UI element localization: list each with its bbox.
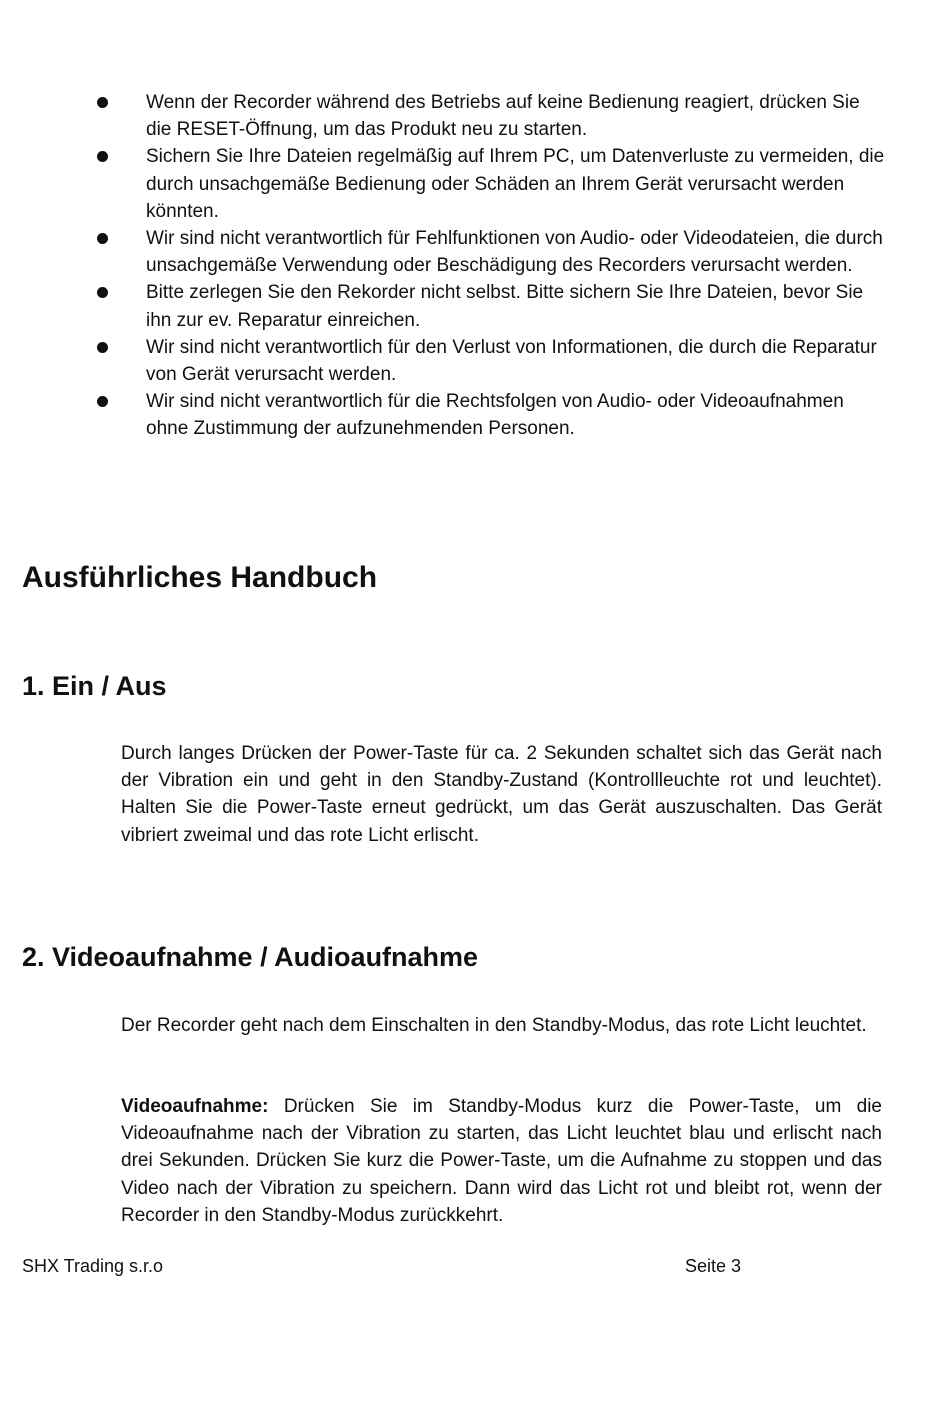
bullet-text: Wenn der Recorder während des Betriebs auf keine Bedienung reagiert, drücken Sie die RESET-Öffnung, um das Produkt neu zu starten.: [146, 92, 860, 141]
list-item: [0, 143, 886, 225]
list-item: [0, 89, 886, 143]
bullet-list: [0, 89, 950, 443]
section-1-text: Durch langes Drücken der Power-Taste für ca. 2 Sekunden schaltet sich das Gerät nach der Vibration ein und geht in den Standby-Zustand (Kontrollleuchte rot und leuchtet). Halten Sie die Power-Taste erneut gedrückt, um das Gerät auszuschalten. Das Gerät vibriert zweimal und das rote Licht erlischt.: [121, 743, 882, 846]
footer-company: SHX Trading s.r.o: [22, 1256, 164, 1276]
section-2-heading: 2. Videoaufnahme / Audioaufnahme: [22, 942, 479, 972]
list-item: [0, 334, 886, 388]
section-2-intro: Der Recorder geht nach dem Einschalten in den Standby-Modus, das rote Licht leuchtet.: [121, 1015, 867, 1036]
section-1-heading: 1. Ein / Aus: [22, 671, 167, 701]
video-recording-label: Videoaufnahme:: [121, 1096, 269, 1117]
bullet-dot-icon: [97, 97, 108, 108]
list-item: [0, 225, 886, 279]
list-item: [0, 388, 886, 442]
footer-page-number: Seite 3: [685, 1256, 742, 1276]
bullet-text: Wir sind nicht verantwortlich für die Rechtsfolgen von Audio- oder Videoaufnahmen ohne Zustimmung der aufzunehmenden Personen.: [146, 391, 844, 440]
bullet-dot-icon: [97, 233, 108, 244]
bullet-text: Bitte zerlegen Sie den Rekorder nicht selbst. Bitte sichern Sie Ihre Dateien, bevor Sie ihn zur ev. Reparatur einreichen.: [146, 282, 864, 331]
bullet-dot-icon: [97, 287, 108, 298]
bullet-dot-icon: [97, 342, 108, 353]
list-item: [0, 279, 886, 333]
bullet-dot-icon: [97, 151, 108, 162]
video-recording-paragraph: [121, 1093, 882, 1229]
bullet-dot-icon: [97, 396, 108, 407]
bullet-text: Wir sind nicht verantwortlich für Fehlfunktionen von Audio- oder Videodateien, die durch unsachgemäße Verwendung oder Beschädigung des Recorders verursacht werden.: [146, 228, 883, 277]
page-title: Ausführliches Handbuch: [22, 561, 378, 594]
bullet-text: Sichern Sie Ihre Dateien regelmäßig auf Ihrem PC, um Datenverluste zu vermeiden, die durch unsachgemäße Bedienung oder Schäden an Ihrem Gerät verursacht werden könnten.: [146, 146, 885, 222]
bullet-text: Wir sind nicht verantwortlich für den Verlust von Informationen, die durch die Reparatur von Gerät verursacht werden.: [146, 336, 877, 386]
video-recording-text: Drücken Sie im Standby-Modus kurz die Power-Taste, um die Videoaufnahme nach der Vibration zu starten, das Licht leuchtet blau und erlischt nach drei Sekunden. Drücken Sie kurz die Power-Taste, um die Aufnahme zu stoppen und das Video nach der Vibration zu speichern. Dann wird das Licht rot und bleibt rot, wenn der Recorder in den Standby-Modus zurückkehrt.: [121, 1096, 882, 1226]
